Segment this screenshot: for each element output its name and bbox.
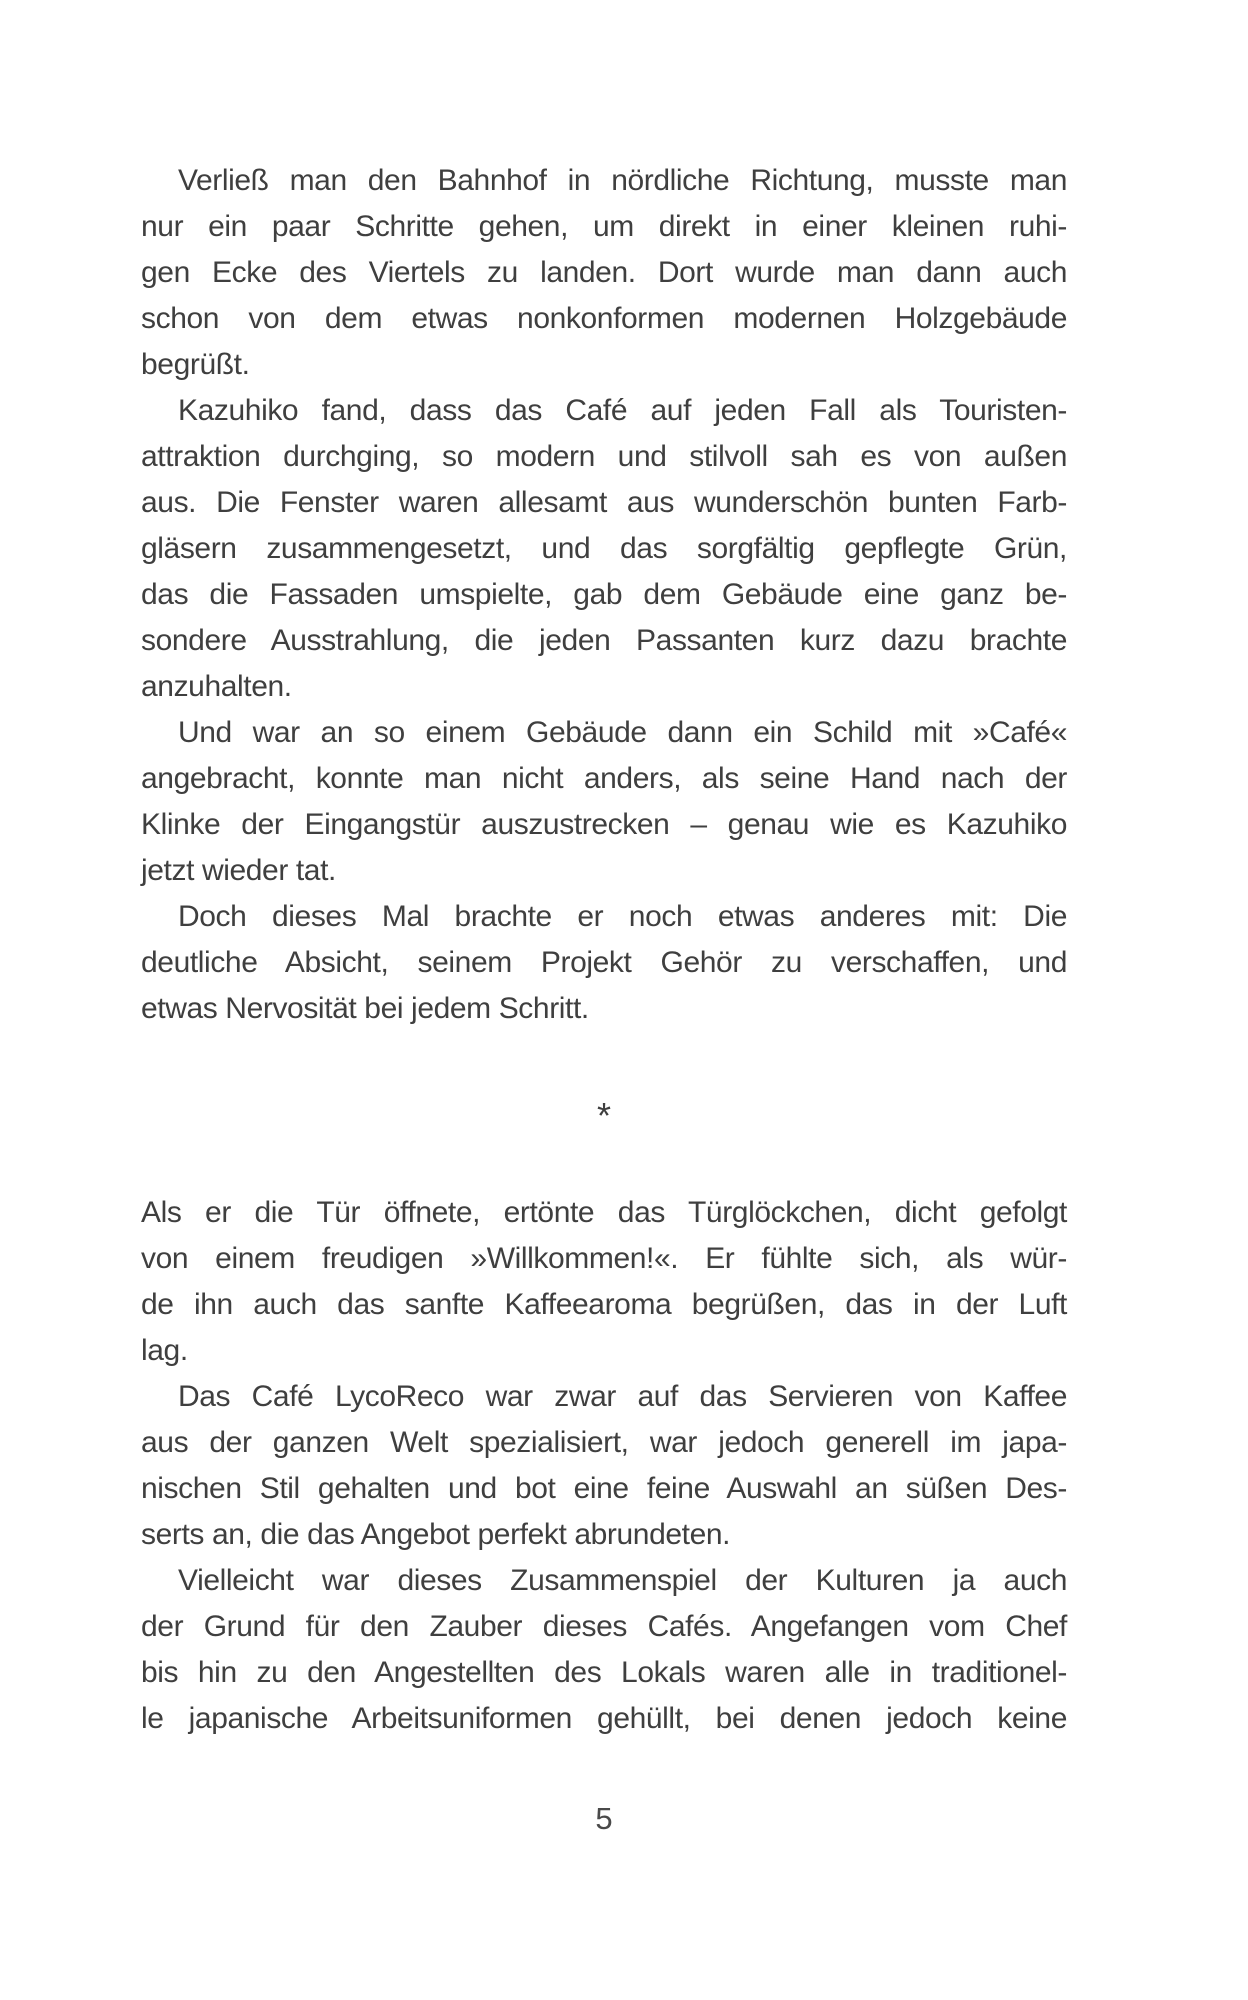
text-line: Kazuhiko fand, dass das Café auf jeden Fall als Touristen- <box>178 394 1067 427</box>
text-line: begrüßt. <box>141 348 250 381</box>
page-text <box>141 158 1067 1742</box>
text-line: von einem freudigen »Willkommen!«. Er fühlte sich, als wür- <box>141 1242 1067 1275</box>
text-line: gläsern zusammengesetzt, und das sorgfältig gepflegte Grün, <box>141 532 1067 565</box>
text-line: sondere Ausstrahlung, die jeden Passanten kurz dazu brachte <box>141 624 1067 657</box>
paragraph <box>141 1558 1067 1742</box>
text-line: Verließ man den Bahnhof in nördliche Richtung, musste man <box>178 164 1067 197</box>
text-line: der Grund für den Zauber dieses Cafés. Angefangen vom Chef <box>141 1610 1067 1643</box>
text-line: nur ein paar Schritte gehen, um direkt in einer kleinen ruhi- <box>141 210 1067 243</box>
text-line: attraktion durchging, so modern und stilvoll sah es von außen <box>141 440 1067 473</box>
paragraph <box>141 1374 1067 1558</box>
paragraph <box>141 894 1067 1032</box>
text-line: bis hin zu den Angestellten des Lokals waren alle in traditionel- <box>141 1656 1067 1689</box>
text-line: Doch dieses Mal brachte er noch etwas anderes mit: Die <box>178 900 1067 933</box>
text-line: angebracht, konnte man nicht anders, als seine Hand nach der <box>141 762 1067 795</box>
text-line: nischen Stil gehalten und bot eine feine Auswahl an süßen Des- <box>141 1472 1067 1505</box>
text-line: Und war an so einem Gebäude dann ein Schild mit »Café« <box>178 716 1067 749</box>
text-line: Vielleicht war dieses Zusammenspiel der Kulturen ja auch <box>178 1564 1067 1597</box>
text-line: aus. Die Fenster waren allesamt aus wunderschön bunten Farb- <box>141 486 1067 519</box>
text-line: jetzt wieder tat. <box>141 854 336 887</box>
text-line: Als er die Tür öffnete, ertönte das Türglöckchen, dicht gefolgt <box>141 1196 1067 1229</box>
paragraph <box>141 710 1067 894</box>
text-line: de ihn auch das sanfte Kaffeearoma begrüßen, das in der Luft <box>141 1288 1067 1321</box>
paragraph <box>141 1190 1067 1374</box>
text-line: aus der ganzen Welt spezialisiert, war jedoch generell im japa- <box>141 1426 1067 1459</box>
asterisk-icon: * <box>596 1095 611 1136</box>
text-line: le japanische Arbeitsuniformen gehüllt, bei denen jedoch keine <box>141 1702 1067 1735</box>
text-line: Klinke der Eingangstür auszustrecken – genau wie es Kazuhiko <box>141 808 1067 841</box>
asterisk-separator <box>141 1086 1067 1136</box>
text-line: deutliche Absicht, seinem Projekt Gehör zu verschaffen, und <box>141 946 1067 979</box>
text-line: lag. <box>141 1334 188 1367</box>
text-line: anzuhalten. <box>141 670 292 703</box>
text-line: gen Ecke des Viertels zu landen. Dort wurde man dann auch <box>141 256 1067 289</box>
paragraph <box>141 158 1067 388</box>
text-line: etwas Nervosität bei jedem Schritt. <box>141 992 589 1025</box>
text-line: schon von dem etwas nonkonformen modernen Holzgebäude <box>141 302 1067 335</box>
text-line: serts an, die das Angebot perfekt abrundeten. <box>141 1518 731 1551</box>
paragraph <box>141 388 1067 710</box>
text-line: Das Café LycoReco war zwar auf das Servieren von Kaffee <box>178 1380 1067 1413</box>
page-number: 5 <box>595 1801 613 1836</box>
text-line: das die Fassaden umspielte, gab dem Gebäude eine ganz be- <box>141 578 1067 611</box>
